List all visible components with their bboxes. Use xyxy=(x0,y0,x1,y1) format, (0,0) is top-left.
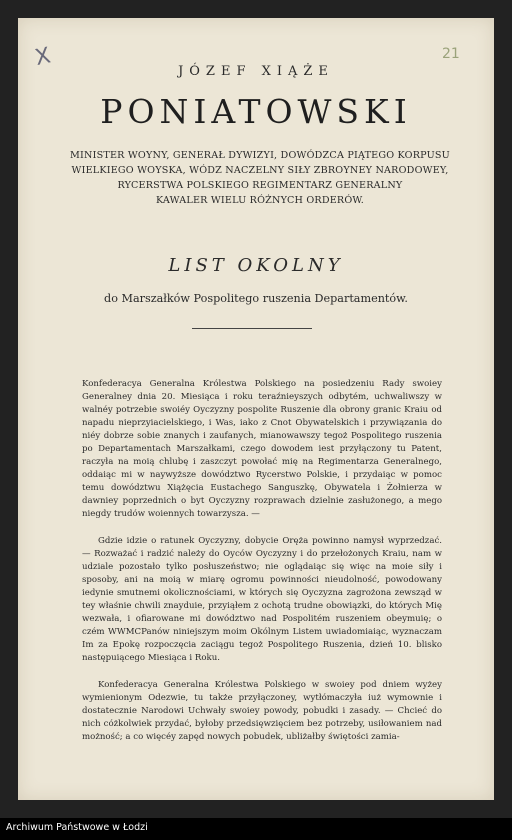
archive-name: Archiwum Państwowe w Łodzi xyxy=(6,822,148,833)
title-line: KAWALER WIELU RÓŻNYCH ORDERÓW. xyxy=(155,195,365,206)
title-line: RYCERSTWA POLSKIEGO REGIMENTARZ GENERALNY xyxy=(117,180,403,191)
paragraph: Konfederacya Generalna Królestwa Polskiego na posiedzeniu Rady swoiey Generalney dnia 20. Miesiąca i roku teraźnieyszych odbytém, uchwaliwszy w walnéy potrzebie swoiéy Oyczyzny pospolite Ruszenie dla obrony granic Kraiu od napadu nieprzyiacielskiego, i Was, iako z Cnot Obywatelskich i przywiązania do niéy dobrze sobie znanych i zaufanych, mianowawszy tegoż Pospolitego ruszenia po Departamentach Marszałkami, czego dowodem iest przyłączony tu Patent, raczyła na moią chlubę i zaszczyt powołać mię na Regimentarza Generalnego, oddaiąc mi w naywyższe dowództwo Rycerstwo Polskie, i przydaiąc w pomoc temu dowództwu Xiążęcia Eustachego Sanguszkę, Obywatela i Żołnierza w dawniey poprzednich o byt Oyczyzny rozprawach dzielnie zasłużonego, a mego niegdy trudów woiennych towarzysza. — xyxy=(82,379,442,519)
title-line: WIELKIEGO WOYSKA, WÓDZ NACZELNY SIŁY ZBROYNEY NARODOWEY, xyxy=(71,165,449,176)
titles-block xyxy=(60,148,460,208)
title-line: MINISTER WOYNY, GENERAŁ DYWIZYI, DOWÓDZCA PIĄTEGO KORPUSU xyxy=(70,150,450,161)
paragraph: Konfederacya Generalna Królestwa Polskiego w swoiey pod dniem wyżey wymienionym Odezwie, tu także przyłączoney, wytłómaczyła iuż wymownie i dostatecznie Narodowi Uchwały swoiey powody, pobudki i zasady. — Chcieć do nich cóżkolwiek przydać, byłoby przedsięwzięciem bez potrzeby, usiłowaniem nad możność; a co więcéy zapęd nowych pobudek, ubliżałby świętości zamia- xyxy=(82,680,442,742)
title-divider xyxy=(192,328,312,329)
marginal-handwritten-mark: X xyxy=(32,43,53,71)
document-title: LIST OKOLNY xyxy=(168,255,344,276)
document-subtitle: do Marszałków Pospolitego ruszenia Departamentów. xyxy=(104,292,408,305)
marginal-page-number: 21 xyxy=(442,46,460,62)
header-small: JÓZEF XIĄŻE xyxy=(178,64,334,79)
header-name: PONIATOWSKI xyxy=(100,92,412,131)
archive-footer-bar xyxy=(0,818,512,840)
body-text xyxy=(82,378,442,758)
paragraph: Gdzie idzie o ratunek Oyczyzny, dobycie Oręża powinno namysł wyprzedzać. — Rozważać i radzić należy do Oyców Oyczyzny i do przełożonych Kraiu, nam w udziale pozostało tylko posłuszeństwo; nie oglądaiąc się więc na moie siły i sposoby, ani na moią w miarę ogromu powinności nieudolność, powodowany iedynie smutnemi okolicznościami, w których się Oyczyzna zagrożona zewsząd w tey właśnie chwili znayduie, przyiąłem z ochotą trudne obowiązki, do których Mię wezwała, i ofiarowane mi dowództwo nad Pospolitém ruszeniem obeymuię; o czém WWMCPanów niniejszym moim Okólnym Listem uwiadomiaiąc, wyznaczam Im za Epokę rozpoczęcia zaciągu tegoż Pospolitego Ruszenia, dzień 10. blisko następuiącego Miesiąca i Roku. xyxy=(82,536,442,663)
